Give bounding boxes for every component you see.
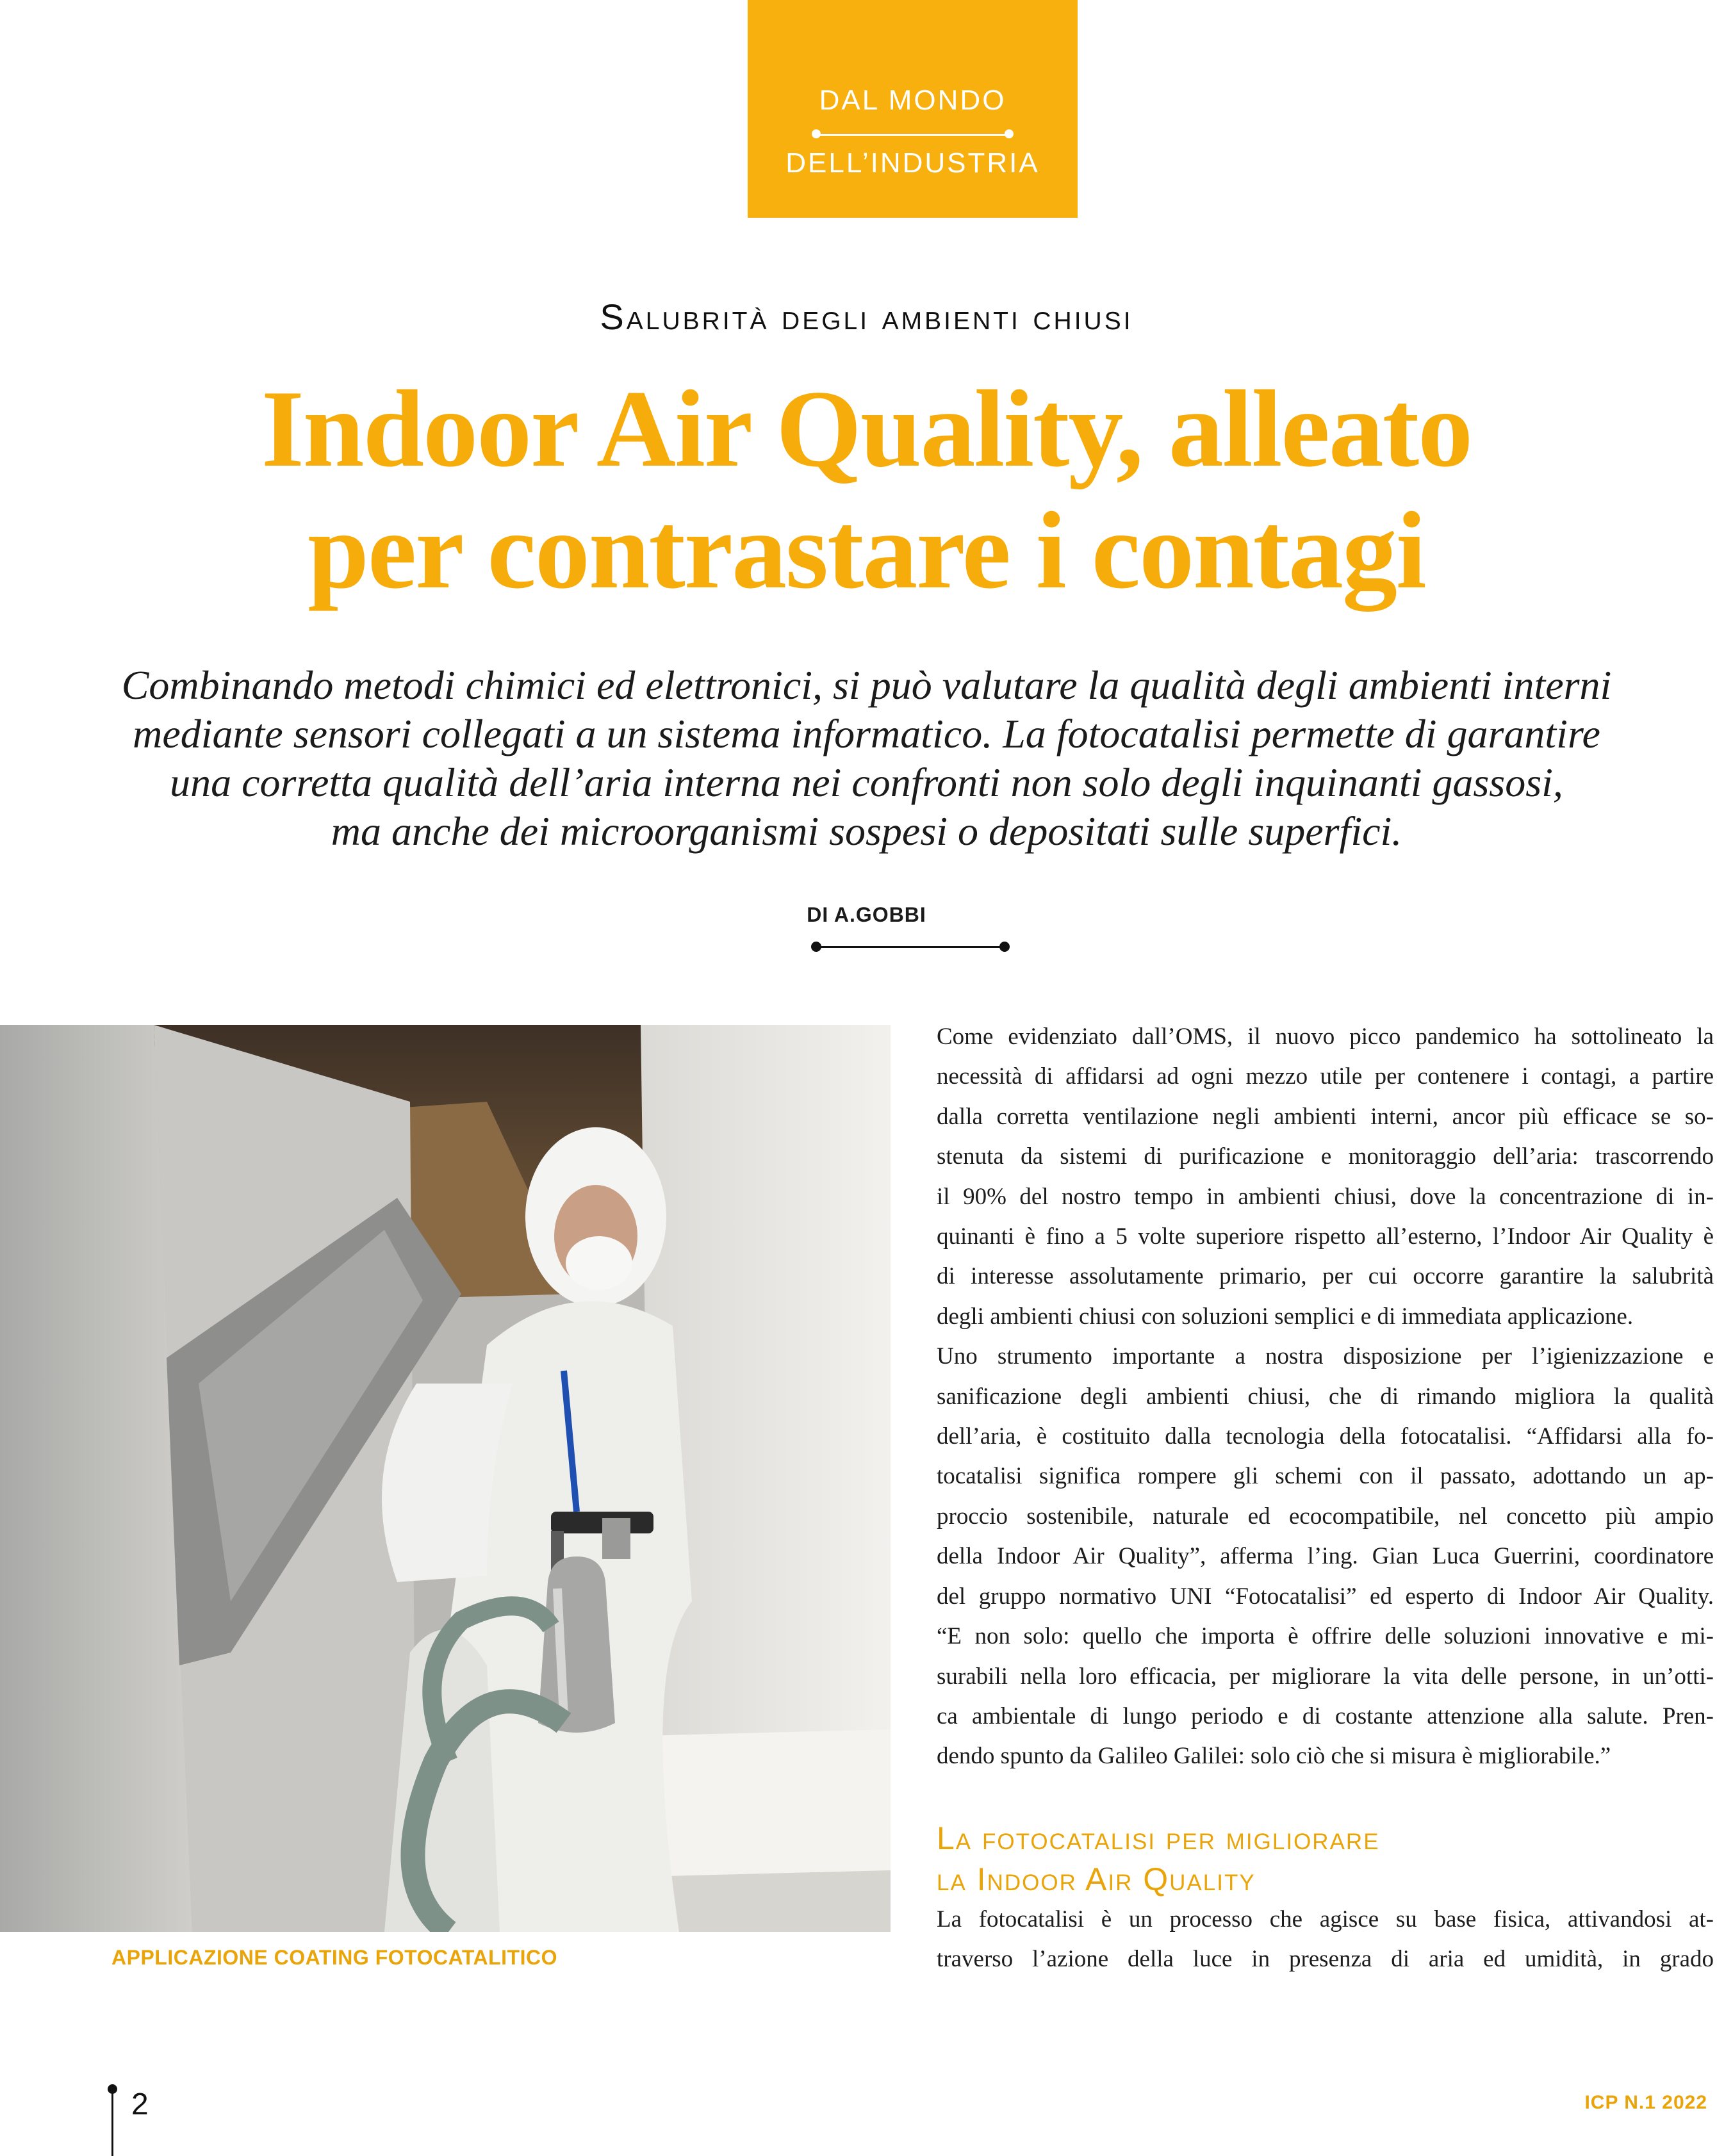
byline-dot-left	[811, 942, 821, 952]
body-line: “E non solo: quello che importa è offrire delle soluzioni innovative e mi-	[937, 1623, 1714, 1650]
section-tag-dot-right	[1005, 129, 1014, 138]
body-line: La fotocatalisi è un processo che agisce su base fisica, attivandosi at-	[937, 1906, 1714, 1932]
standfirst-line: Combinando metodi chimici ed elettronici, si può valutare la qualità degli ambienti interni	[121, 662, 1612, 708]
subhead-line: La fotocatalisi per migliorare	[937, 1820, 1380, 1856]
headline-line: per contrastare i contagi	[308, 490, 1425, 612]
section-tag-dot-left	[812, 129, 821, 138]
body-line: quinanti è fino a 5 volte superiore rispetto all’esterno, l’Indoor Air Quality è	[937, 1223, 1714, 1250]
body-line: stenuta da sistemi di purificazione e monitoraggio dell’aria: trascorrendo	[937, 1143, 1714, 1170]
body-text-2	[937, 1900, 1714, 1980]
page-number: 2	[131, 2087, 149, 2121]
article-photo	[0, 1025, 891, 1932]
byline: DI A.GOBBI	[807, 903, 926, 926]
photo-caption: APPLICAZIONE COATING FOTOCATALITICO	[111, 1946, 557, 1969]
standfirst-line: ma anche dei microorganismi sospesi o depositati sulle superfici.	[331, 808, 1402, 854]
subhead-line: la Indoor Air Quality	[937, 1861, 1256, 1897]
issue-label: ICP N.1 2022	[1584, 2092, 1707, 2113]
section-tag-line1: DAL MONDO	[819, 85, 1006, 116]
folio-rule	[111, 2089, 113, 2156]
body-text	[937, 1017, 1714, 1777]
article-kicker: Salubrità degli ambienti chiusi	[600, 297, 1133, 337]
body-line: dell’aria, è costituito dalla tecnologia della fotocatalisi. “Affidarsi alla fo-	[937, 1423, 1714, 1450]
section-subhead	[937, 1818, 1380, 1900]
folio-dot	[108, 2084, 117, 2094]
body-line: ca ambientale di lungo periodo e di costante attenzione alla salute. Pren-	[937, 1703, 1714, 1729]
body-line: tocatalisi significa rompere gli schemi con il passato, adottando un ap-	[937, 1463, 1714, 1490]
section-tag-line2: DELL’INDUSTRIA	[785, 147, 1040, 179]
body-line: traverso l’azione della luce in presenza di aria ed umidità, in grado	[937, 1946, 1714, 1973]
body-line: proccio sostenibile, naturale ed ecocompatibile, nel concetto più ampio	[937, 1503, 1714, 1530]
body-line: Uno strumento importante a nostra disposizione per l’igienizzazione e	[937, 1343, 1714, 1370]
body-line: sanificazione degli ambienti chiusi, che di rimando migliora la qualità	[937, 1383, 1714, 1410]
section-tag	[748, 0, 1078, 218]
byline-rule	[815, 946, 1005, 948]
byline-dot-right	[999, 942, 1010, 952]
body-line: dendo spunto da Galileo Galilei: solo ciò che si misura è migliorabile.”	[937, 1743, 1611, 1770]
section-tag-divider	[816, 134, 1009, 136]
body-line: della Indoor Air Quality”, afferma l’ing. Gian Luca Guerrini, coordinatore	[937, 1543, 1714, 1570]
body-line: del gruppo normativo UNI “Fotocatalisi” ed esperto di Indoor Air Quality.	[937, 1583, 1714, 1610]
headline-line: Indoor Air Quality, alleato	[261, 368, 1472, 490]
body-line: di interesse assolutamente primario, per cui occorre garantire la salubrità	[937, 1263, 1714, 1290]
body-line: il 90% del nostro tempo in ambienti chiusi, dove la concentrazione di in-	[937, 1183, 1714, 1210]
standfirst-line: una corretta qualità dell’aria interna nei confronti non solo degli inquinanti gassosi,	[170, 760, 1563, 805]
article-standfirst	[64, 661, 1669, 856]
photo-illustration	[0, 1025, 891, 1932]
body-line: Come evidenziato dall’OMS, il nuovo picco pandemico ha sottolineato la	[937, 1024, 1714, 1050]
article-headline	[0, 368, 1733, 612]
body-line: necessità di affidarsi ad ogni mezzo utile per contenere i contagi, a partire	[937, 1063, 1714, 1090]
standfirst-line: mediante sensori collegati a un sistema informatico. La fotocatalisi permette di garantire	[133, 711, 1600, 756]
body-line: surabili nella loro efficacia, per migliorare la vita delle persone, in un’otti-	[937, 1663, 1714, 1690]
body-line: dalla corretta ventilazione negli ambienti interni, ancor più efficace se so-	[937, 1103, 1714, 1130]
body-line: degli ambienti chiusi con soluzioni semplici e di immediata applicazione.	[937, 1303, 1634, 1330]
